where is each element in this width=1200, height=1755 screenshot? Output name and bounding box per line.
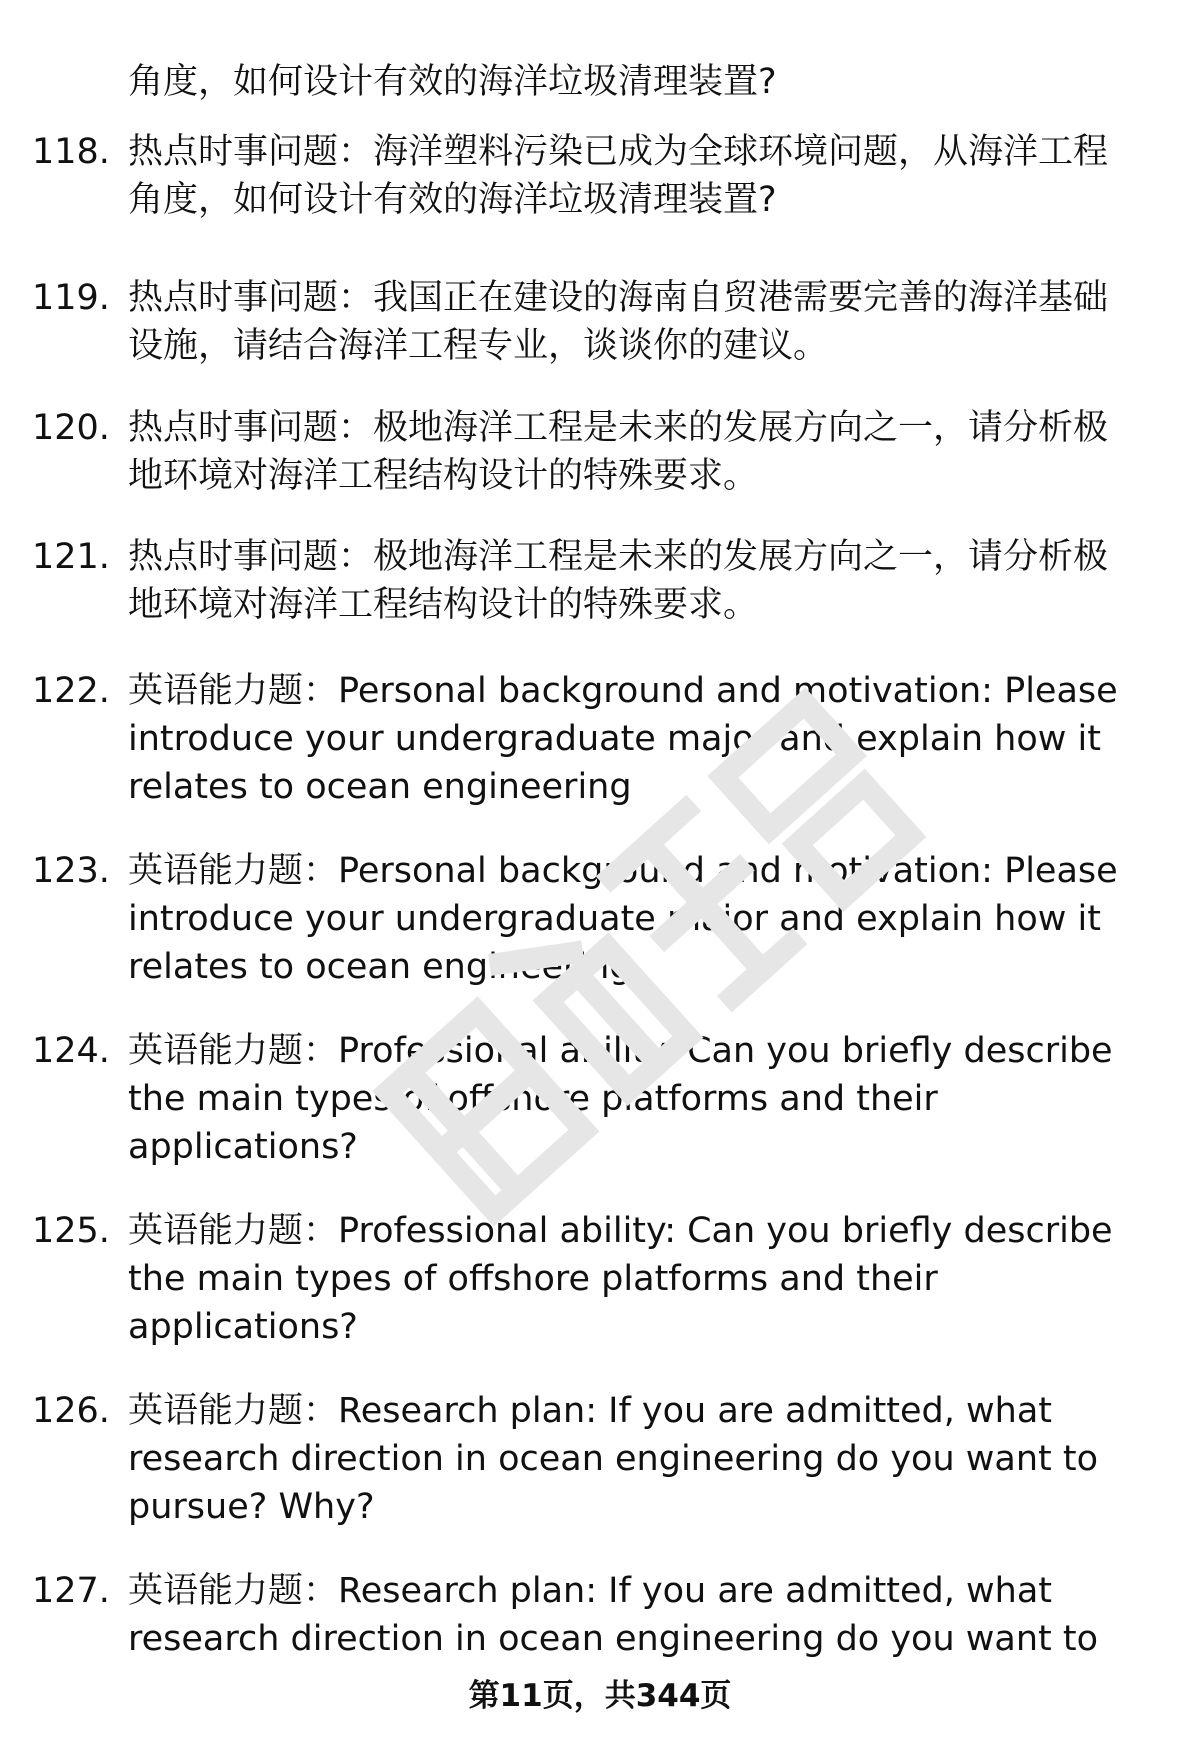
question-text-line: 热点时事问题：我国正在建设的海南自贸港需要完善的海洋基础: [128, 278, 1109, 318]
question-text-line: 设施，请结合海洋工程专业，谈谈你的建议。: [128, 326, 829, 366]
question-text-line: 热点时事问题：极地海洋工程是未来的发展方向之一，请分析极: [128, 537, 1109, 577]
question-number: 118.: [32, 132, 110, 172]
question-text-line: 英语能力题：Professional ability: Can you briefly describe: [128, 1211, 1113, 1251]
continued-question-text: 角度，如何设计有效的海洋垃圾清理装置?: [128, 62, 777, 102]
question-text-line: 角度，如何设计有效的海洋垃圾清理装置?: [128, 180, 777, 220]
question-number: 119.: [32, 278, 110, 318]
question-number: 122.: [32, 671, 110, 711]
question-item: [32, 274, 1162, 370]
question-item: [32, 1567, 1162, 1663]
question-item: [32, 1387, 1162, 1531]
question-text-line: applications?: [128, 1127, 358, 1167]
question-item: [32, 404, 1162, 500]
question-number: 120.: [32, 408, 110, 448]
question-number: 123.: [32, 851, 110, 891]
page-footer: 第11页，共344页: [468, 1678, 732, 1714]
question-text-line: 地环境对海洋工程结构设计的特殊要求。: [128, 585, 759, 625]
question-text-line: the main types of offshore platforms and their: [128, 1079, 938, 1119]
question-text-line: 英语能力题：Personal background and motivation: Please: [128, 851, 1118, 891]
question-item: [32, 667, 1162, 811]
question-text-line: relates to ocean engineering: [128, 947, 632, 987]
question-number: 124.: [32, 1031, 110, 1071]
question-text-line: 热点时事问题：海洋塑料污染已成为全球环境问题，从海洋工程: [128, 132, 1109, 172]
question-number: 127.: [32, 1571, 110, 1611]
question-text-line: pursue? Why?: [128, 1487, 375, 1527]
question-item: [32, 1027, 1162, 1171]
question-number: 125.: [32, 1211, 110, 1251]
question-text-line: 英语能力题：Research plan: If you are admitted, what: [128, 1571, 1052, 1611]
question-item: [32, 128, 1162, 224]
question-item: [32, 847, 1162, 991]
question-text-line: relates to ocean engineering: [128, 767, 632, 807]
question-number: 126.: [32, 1391, 110, 1431]
question-number: 121.: [32, 537, 110, 577]
question-text-line: introduce your undergraduate major and explain how it: [128, 899, 1101, 939]
question-text-line: introduce your undergraduate major and explain how it: [128, 719, 1101, 759]
question-text-line: 地环境对海洋工程结构设计的特殊要求。: [128, 456, 759, 496]
question-text-line: 热点时事问题：极地海洋工程是未来的发展方向之一，请分析极: [128, 408, 1109, 448]
question-item: [32, 533, 1162, 629]
question-text-line: the main types of offshore platforms and their: [128, 1259, 938, 1299]
question-text-line: research direction in ocean engineering do you want to: [128, 1619, 1099, 1659]
question-text-line: 英语能力题：Research plan: If you are admitted, what: [128, 1391, 1052, 1431]
question-text-line: 英语能力题：Personal background and motivation: Please: [128, 671, 1118, 711]
question-text-line: 英语能力题：Professional ability: Can you briefly describe: [128, 1031, 1113, 1071]
question-text-line: research direction in ocean engineering do you want to: [128, 1439, 1099, 1479]
question-text-line: applications?: [128, 1307, 358, 1347]
question-item: [32, 1207, 1162, 1351]
